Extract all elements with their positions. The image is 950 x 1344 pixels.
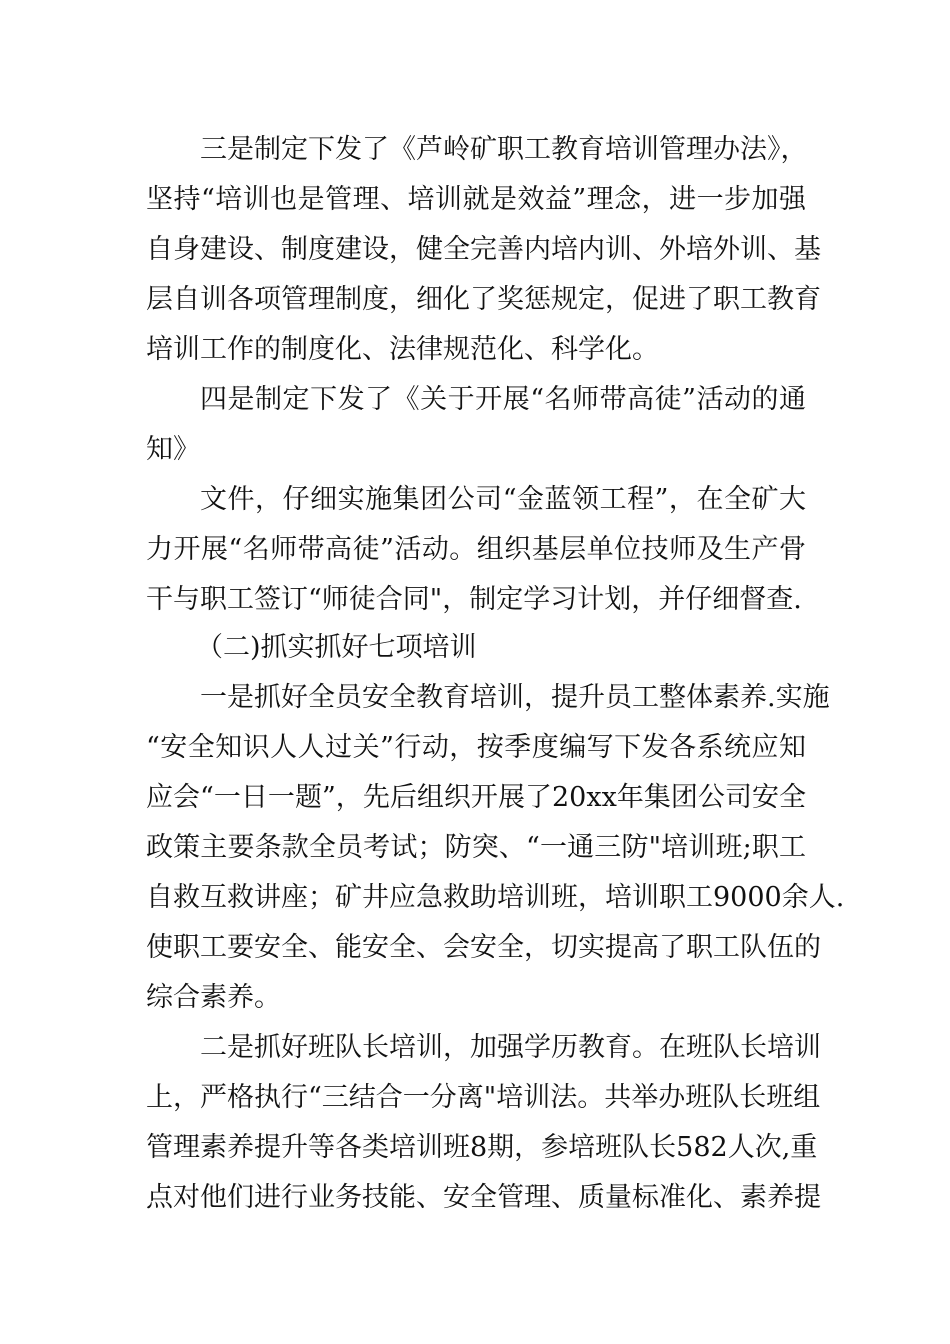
paragraph-line: 干与职工签订“师徒合同"，制定学习计划，并仔细督查. <box>146 584 802 615</box>
paragraph-line: 知》 <box>146 434 200 465</box>
paragraph-line: 上，严格执行“三结合一分离"培训法。共举办班队长班组 <box>146 1082 821 1113</box>
section-heading: （二)抓实抓好七项培训 <box>196 632 477 663</box>
paragraph-line: 点对他们进行业务技能、安全管理、质量标准化、素养提 <box>146 1182 821 1213</box>
paragraph-line: 四是制定下发了《关于开展“名师带高徒”活动的通 <box>200 384 806 415</box>
paragraph-line: 二是抓好班队长培训，加强学历教育。在班队长培训 <box>200 1032 821 1063</box>
paragraph-line: “安全知识人人过关”行动，按季度编写下发各系统应知 <box>146 732 806 763</box>
paragraph-line: 自救互救讲座；矿井应急救助培训班，培训职工9000余人. <box>146 882 845 913</box>
paragraph-line: 坚持“培训也是管理、培训就是效益”理念，进一步加强 <box>146 184 806 215</box>
paragraph-line: 三是制定下发了《芦岭矿职工教育培训管理办法》， <box>200 134 808 165</box>
paragraph-line: 自身建设、制度建设，健全完善内培内训、外培外训、基 <box>146 234 821 265</box>
paragraph-line: 培训工作的制度化、法律规范化、科学化。 <box>146 334 659 365</box>
paragraph-line: 综合素养。 <box>146 982 281 1013</box>
paragraph-line: 文件，仔细实施集团公司“金蓝领工程”，在全矿大 <box>200 484 806 515</box>
paragraph-line: 力开展“名师带高徒”活动。组织基层单位技师及生产骨 <box>146 534 806 565</box>
paragraph-line: 政策主要条款全员考试；防突、“一通三防"培训班;职工 <box>146 832 806 863</box>
paragraph-line: 层自训各项管理制度，细化了奖惩规定，促进了职工教育 <box>146 284 821 315</box>
paragraph-line: 使职工要安全、能安全、会安全，切实提高了职工队伍的 <box>146 932 821 963</box>
paragraph-line: 管理素养提升等各类培训班8期，参培班队长582人次,重 <box>146 1132 818 1163</box>
paragraph-line: 一是抓好全员安全教育培训，提升员工整体素养.实施 <box>200 682 830 713</box>
paragraph-line: 应会“一日一题”，先后组织开展了20xx年集团公司安全 <box>146 782 806 813</box>
